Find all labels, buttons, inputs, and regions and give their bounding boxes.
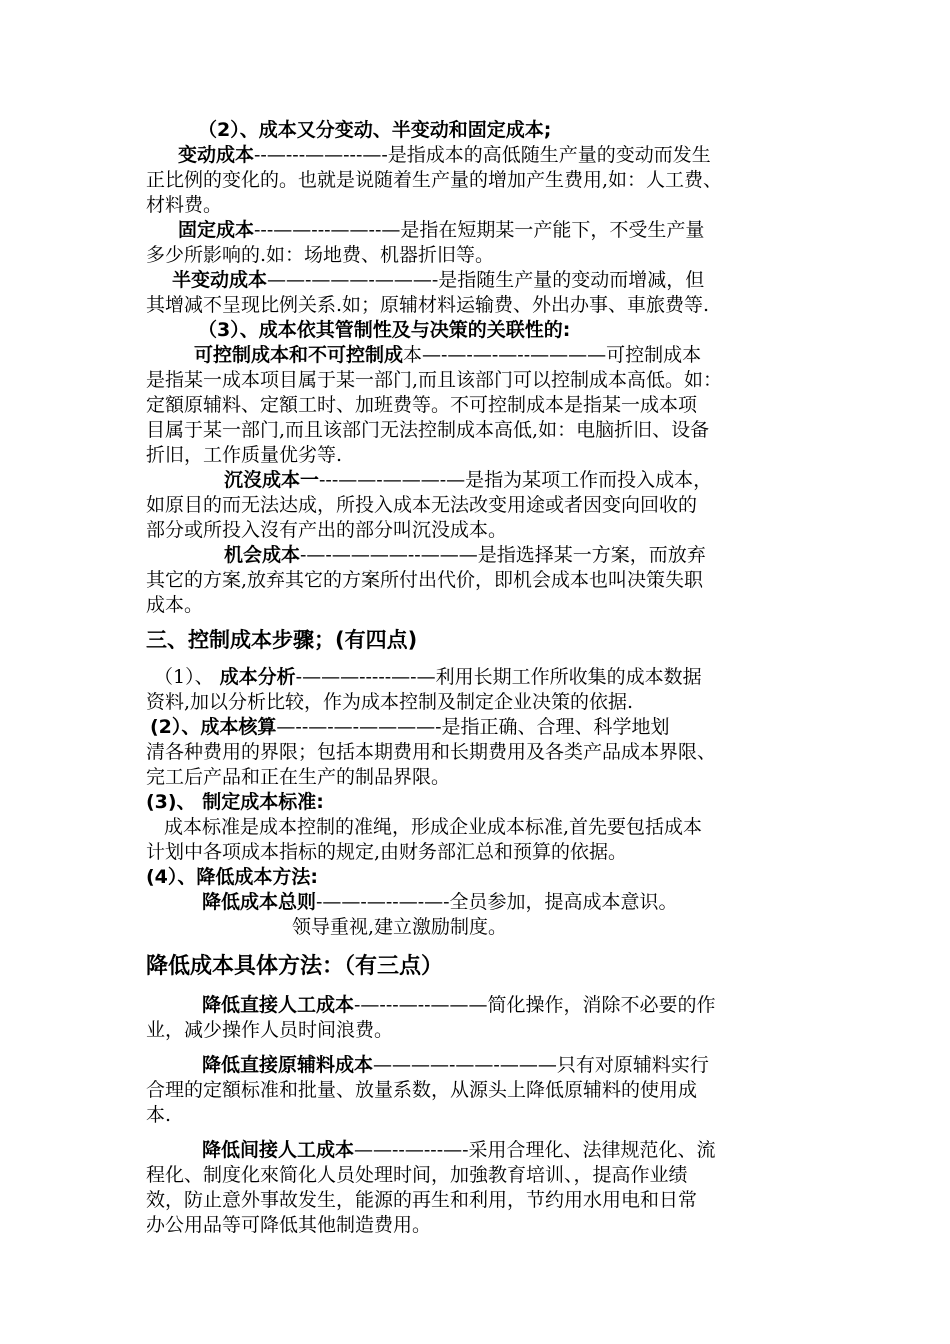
step-4-title: (4）、降低成本方法:: [146, 866, 319, 888]
step-3-title: (3)、 制定成本标准:: [146, 791, 324, 813]
step-2-term: (2）、成本核算: [150, 716, 277, 738]
fixed-cost-term: 固定成本: [178, 219, 255, 241]
controllable-cost-text-3: 定額原辅料、定額工时、加班费等。不可控制成本是指某一成本项: [146, 394, 698, 416]
controllable-cost-text-2: 是指某一成本项目属于某一部门,而且该部门可以控制成本高低。如：: [146, 369, 723, 391]
step-1-paragraph: [146, 665, 816, 715]
opportunity-cost-text-3: 成本。: [146, 594, 204, 616]
step-3-paragraph: [146, 790, 816, 865]
method-3-text-3: 效，防止意外事故发生，能源的再生和利用，节约用水用电和日常: [146, 1189, 698, 1211]
step-4-term: 降低成本总则: [202, 891, 317, 913]
variable-cost-paragraph: [146, 143, 816, 218]
variable-cost-term: 变动成本: [178, 144, 255, 166]
step-1-text-2: 资料,加以分析比较，作为成本控制及制定企业决策的依据.: [146, 691, 634, 713]
method-3-paragraph: [146, 1138, 816, 1238]
sunk-cost-term: 沉沒成本一: [224, 469, 320, 491]
method-2-paragraph: [146, 1053, 816, 1128]
variable-cost-text-1: --—---——---—-是指成本的高低随生产量的变动而发生: [254, 144, 711, 166]
method-3-term: 降低间接人工成本: [202, 1139, 355, 1161]
controllable-cost-text-4: 目属于某一部门,而且该部门无法控制成本高低,如：电脑折旧、设备: [146, 419, 710, 441]
method-3-text-1: ——--—---—-采用合理化、法律规范化、流: [354, 1139, 716, 1161]
variable-cost-text-2: 正比例的变化的。也就是说随着生产量的增加产生费用,如：人工费、: [146, 169, 723, 191]
opportunity-cost-paragraph: [146, 543, 816, 618]
sunk-cost-text-1: ---——-———-—是指为某项工作而投入成本，: [319, 469, 713, 491]
method-2-text-3: 本.: [146, 1104, 172, 1126]
sunk-cost-text-2: 如原目的而无法达成，所投入成本无法改变用途或者因变向回收的: [146, 494, 698, 516]
opportunity-cost-text-2: 其它的方案,放弃其它的方案所付出代价，即机会成本也叫决策失职: [146, 569, 704, 591]
step-4-text-2: 领导重视,建立激励制度。: [292, 916, 508, 938]
method-1-text-2: 业，减少操作人员时间浪费。: [146, 1019, 394, 1041]
method-1-paragraph: [146, 993, 816, 1043]
control-steps-heading: 三、控制成本步骤；(有四点): [146, 628, 418, 652]
controllable-cost-term: 可控制成本和不可控制成: [194, 344, 404, 366]
opportunity-cost-term: 机会成本: [224, 544, 301, 566]
step-2-text-1: —--—-—-————-是指正确、合理、科学地划: [276, 716, 670, 738]
step-4-text-1: -——-—--—-—-全员参加，提高成本意识。: [316, 891, 678, 913]
section-3-title: [146, 318, 816, 343]
step-2-text-2: 清各种费用的界限；包括本期费用和长期费用及各类产品成本界限、: [146, 741, 717, 763]
method-1-text-1: -—---—--———简化操作，消除不必要的作: [354, 994, 716, 1016]
method-3-text-4: 办公用品等可降低其他制造费用。: [146, 1214, 432, 1236]
method-2-text-2: 合理的定額标准和批量、放量系数，从源头上降低原辅料的使用成: [146, 1079, 698, 1101]
method-3-text-2: 程化、制度化來简化人员处理时间，加強教育培训、，提高作业绩: [146, 1164, 688, 1186]
section-2-title-text: （2）、成本又分变动、半变动和固定成本;: [198, 119, 552, 141]
step-3-text-1: 成本标准是成本控制的准绳，形成企业成本标准,首先要包括成本: [164, 816, 703, 838]
sunk-cost-text-3: 部分或所投入沒有产出的部分叫沉没成本。: [146, 519, 508, 541]
section-2-title: [146, 118, 816, 143]
controllable-cost-text-1: 本—-—-—-—--————可控制成本: [403, 344, 702, 366]
semi-variable-cost-text-2: 其增减不呈现比例关系.如；原辅材料运输费、外出办事、車旅费等.: [146, 294, 710, 316]
fixed-cost-paragraph: [146, 218, 816, 268]
sunk-cost-paragraph: [146, 468, 816, 543]
semi-variable-cost-term: 半变动成本: [172, 269, 268, 291]
step-2-text-3: 完工后产品和正在生产的制品界限。: [146, 766, 451, 788]
step-4-paragraph: [146, 865, 816, 940]
step-1-text-1: -———-----—-—利用长期工作所收集的成本数据: [295, 666, 702, 688]
semi-variable-cost-text-1: ——-———-———-是指随生产量的变动而增减，但: [267, 269, 705, 291]
section-3-title-text: （3）、成本依其管制性及与决策的关联性的:: [198, 319, 571, 341]
step-3-text-2: 计划中各项成本指标的规定,由财务部汇总和预算的依据。: [146, 841, 628, 863]
controllable-cost-paragraph: [146, 343, 816, 468]
step-1-prefix: （1）、: [154, 666, 214, 688]
document-page: [146, 118, 816, 1238]
opportunity-cost-text-1: -—-————--———是指选择某一方案，而放弃: [300, 544, 706, 566]
method-2-term: 降低直接原辅料成本: [202, 1054, 374, 1076]
fixed-cost-text-2: 多少所影响的.如：场地费、机器折旧等。: [146, 244, 495, 266]
semi-variable-cost-paragraph: [146, 268, 816, 318]
step-2-paragraph: [146, 715, 816, 790]
reduce-methods-heading: 降低成本具体方法：（有三点）: [146, 954, 444, 979]
method-1-term: 降低直接人工成本: [202, 994, 355, 1016]
controllable-cost-text-5: 折旧，工作质量优劣等.: [146, 444, 343, 466]
fixed-cost-text-1: ---——---——--—是指在短期某一产能下，不受生产量: [254, 219, 705, 241]
step-1-term: 成本分析: [219, 666, 296, 688]
method-2-text-1: ————-——-———只有对原辅料实行: [373, 1054, 709, 1076]
variable-cost-text-3: 材料费。: [146, 194, 223, 216]
